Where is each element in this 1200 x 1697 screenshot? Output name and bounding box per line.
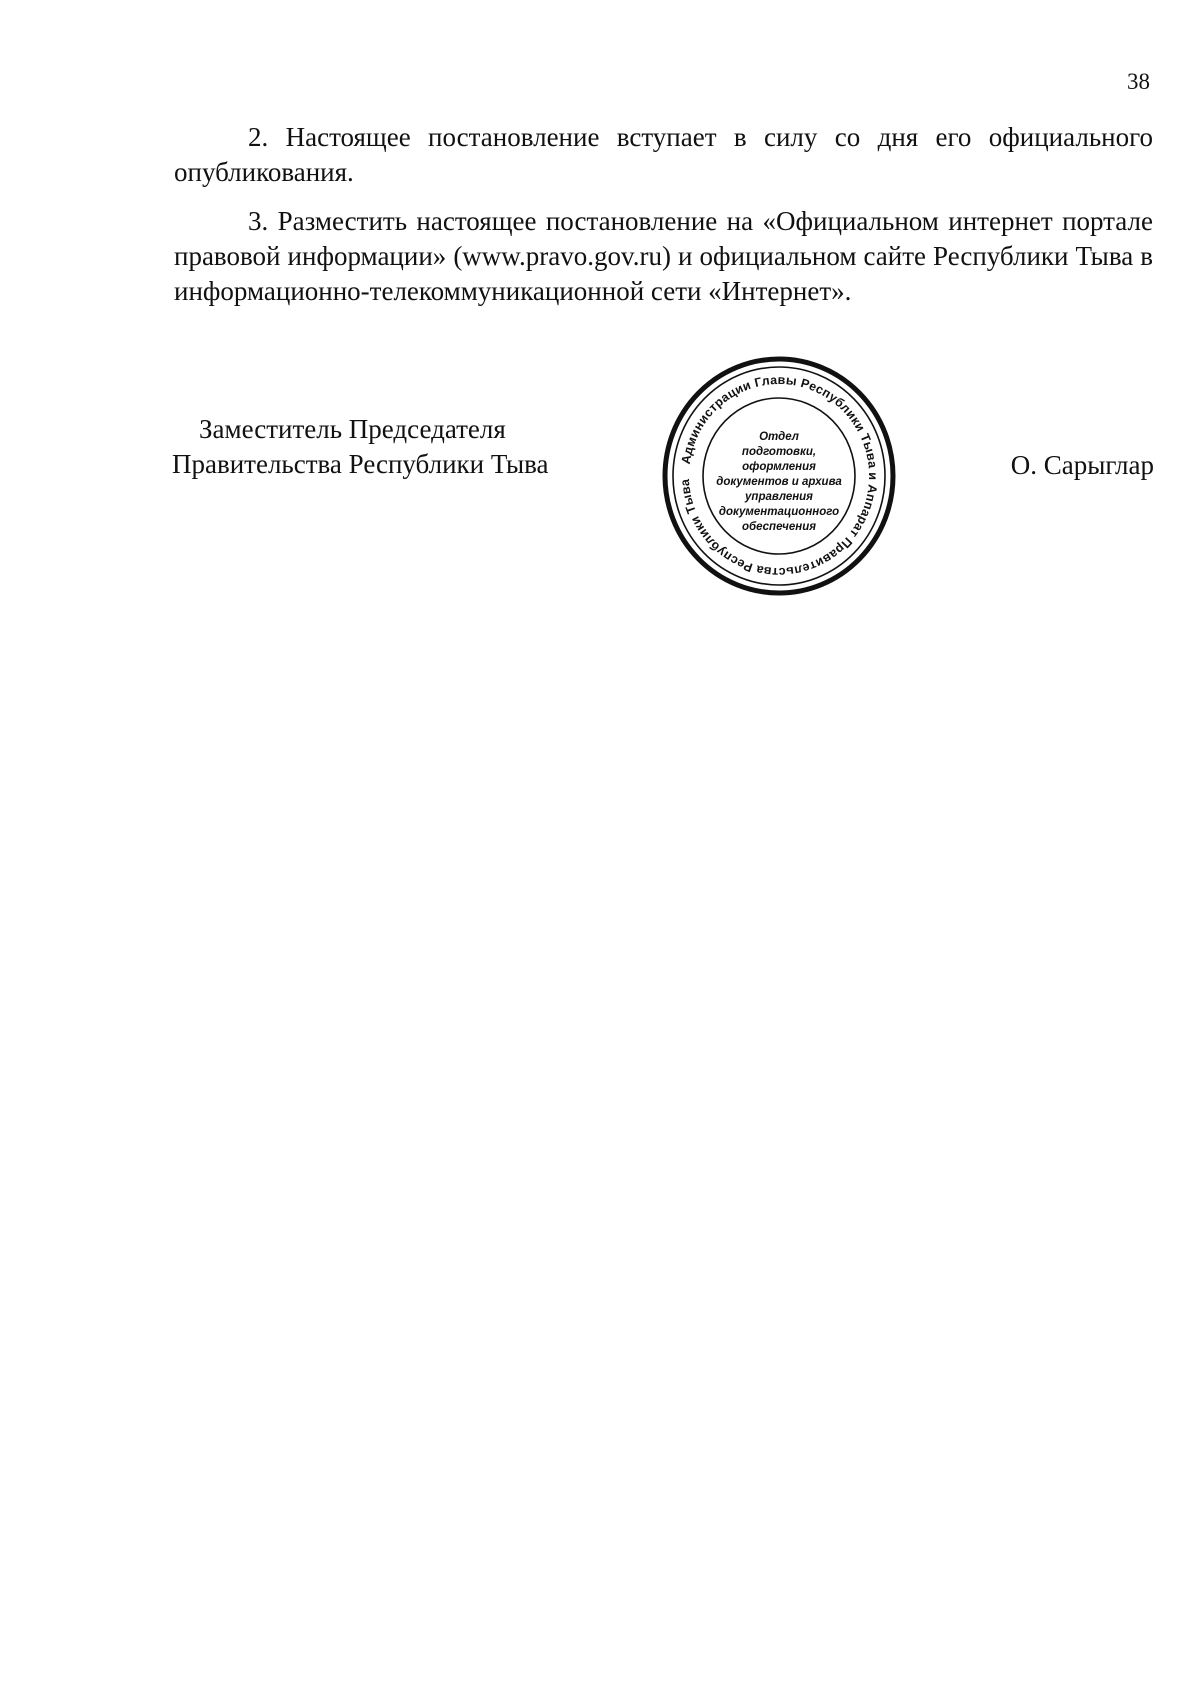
stamp-ring-textpath: Администрации Главы Республики Тыва и Аппарат Правительства Республики Тыва	[677, 372, 881, 580]
signatory-position	[172, 412, 549, 482]
paragraph-2: 2. Настоящее постановление вступает в силу со дня его официального опубликования.	[174, 122, 1153, 187]
paragraph-3: 3. Разместить настоящее постановление на «Официальном интернет портале правовой информации» (www.pravo.gov.ru) и официальном сайте Республики Тыва в информационно-телекоммуникационной сети «Интернет».	[174, 206, 1153, 306]
signatory-name: О. Сарыглар	[1010, 450, 1154, 480]
stamp-line-7: обеспечения	[741, 521, 817, 533]
official-stamp	[660, 355, 898, 597]
stamp-line-5: управления	[745, 491, 813, 503]
stamp-line-6: документационного	[718, 506, 840, 518]
page-number: 38	[1127, 69, 1150, 94]
signatory-position-line2: Правительства Республики Тыва	[172, 449, 549, 479]
stamp-line-4: документов и архива	[716, 476, 842, 488]
stamp-line-2: подготовки,	[741, 446, 817, 458]
document-body	[174, 120, 1153, 309]
signatory-position-line1: Заместитель Председателя	[199, 414, 506, 444]
stamp-line-1: Отдел	[759, 431, 799, 443]
stamp-line-3: оформления	[742, 461, 816, 473]
